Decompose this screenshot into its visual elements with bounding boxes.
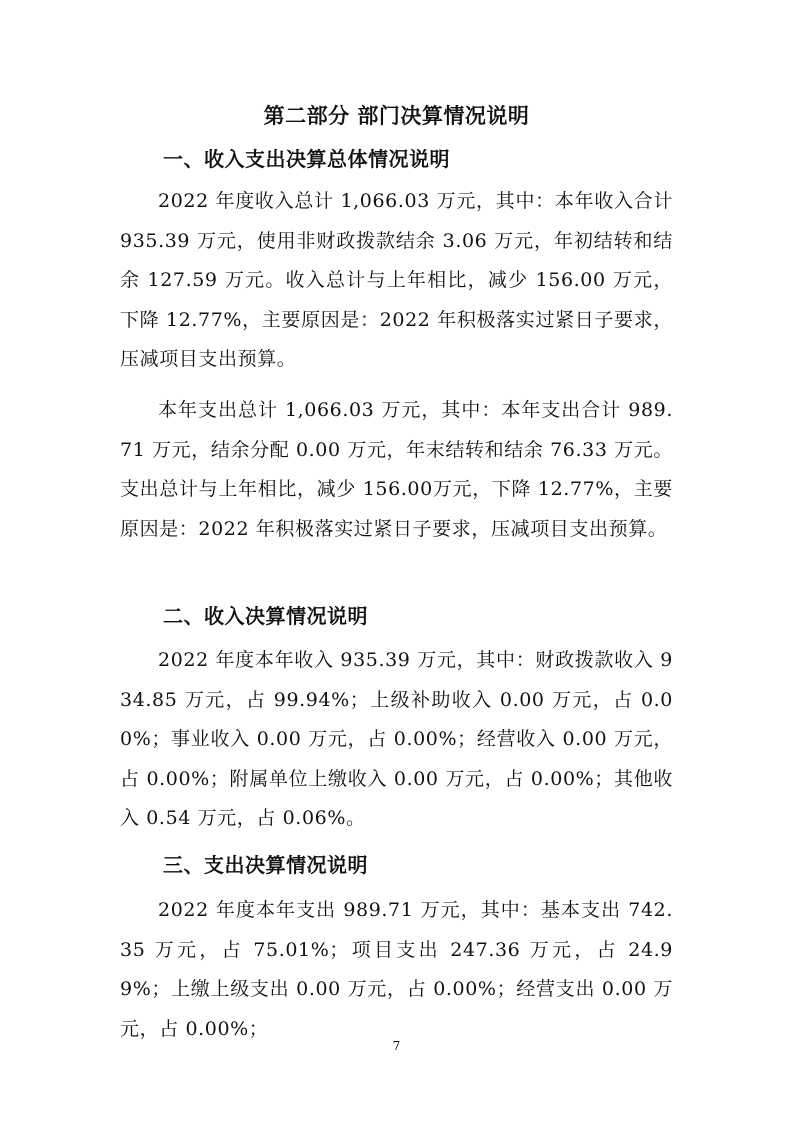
section-3-paragraph-1: 2022 年度本年支出 989.71 万元，其中：基本支出 742.35 万元，占 75.01%；项目支出 247.36 万元，占 24.99%；上缴上级支出 0.00 万元，占 0.00%；经营支出 0.00 万元，占 0.00%； [120, 899, 673, 1040]
section-1-heading: 一、收入支出决算总体情况说明 [163, 147, 450, 171]
section-1-paragraph-1: 2022 年度收入总计 1,066.03 万元，其中：本年收入合计 935.39 万元，使用非财政拨款结余 3.06 万元，年初结转和结余 127.59 万元。收入总计与上年相比，减少 156.00 万元，下降 12.77%，主要原因是：2022 年积极落实过紧日子要求，压减项目支出预算。 [120, 190, 673, 370]
section-2-paragraph-1: 2022 年度本年收入 935.39 万元，其中：财政拨款收入 934.85 万元，占 99.94%；上级补助收入 0.00 万元，占 0.00%；事业收入 0.00 万元，占 0.00%；经营收入 0.00 万元，占 0.00%；附属单位上缴收入 0.00 万元，占 0.00%；其他收入 0.54 万元，占 0.06%。 [120, 649, 673, 829]
section-2-heading: 二、收入决算情况说明 [163, 604, 368, 628]
page-title: 第二部分 部门决算情况说明 [263, 104, 530, 128]
section-1-paragraph-2: 本年支出总计 1,066.03 万元，其中：本年支出合计 989.71 万元，结余分配 0.00 万元，年末结转和结余 76.33 万元。支出总计与上年相比，减少 156.00万元，下降 12.77%，主要原因是：2022 年积极落实过紧日子要求，压减项目支出预算。 [120, 399, 673, 540]
page-number: 7 [392, 1039, 401, 1053]
section-3-heading: 三、支出决算情况说明 [163, 853, 368, 877]
